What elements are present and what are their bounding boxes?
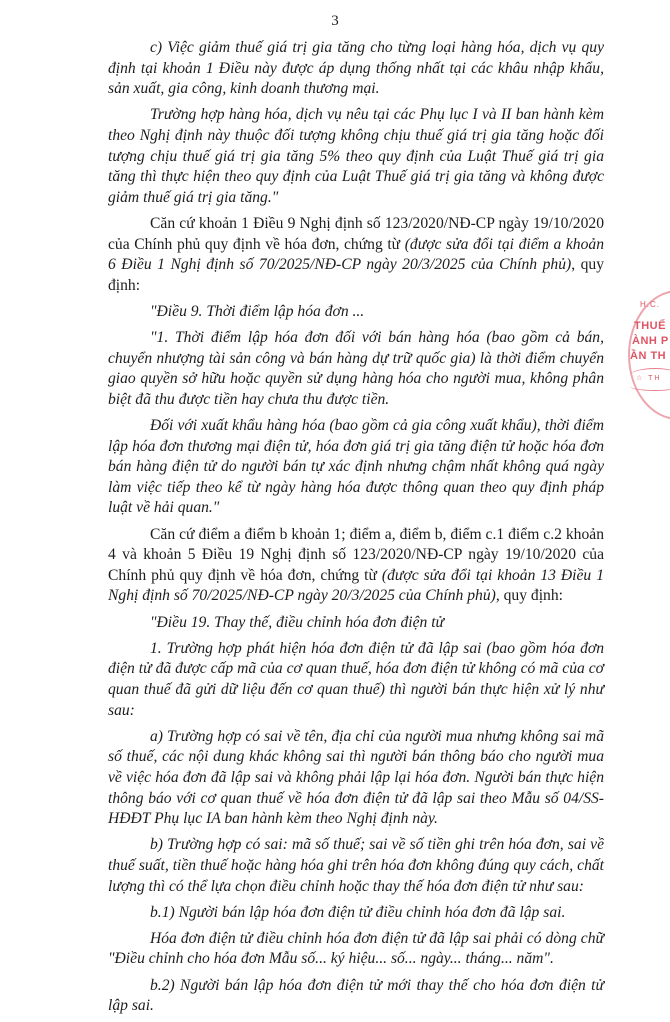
paragraph-text: 1. Trường hợp phát hiện hóa đơn điện tử đã lập sai (bao gồm hóa đơn điện tử đã được cấp mã của cơ quan thuế, hóa đơn điện tử không có mã của cơ quan thuế đã gửi dữ liệu đến cơ quan thuế) thì người bán thực hiện xử lý như sau: — [108, 639, 604, 719]
paragraph-text: a) Trường hợp có sai về tên, địa chỉ của người mua nhưng không sai mã số thuế, các nội dung khác không sai thì người bán thông báo cho người mua về việc hóa đơn đã lập sai và không phải lập lại hóa đơn. Người bán thực hiện thông báo với cơ quan thuế về hóa đơn điện tử đã lập sai theo Mẫu số 04/SS-HĐĐT Phụ lục IA ban hành kèm theo Nghị định này. — [108, 727, 604, 828]
stamp-top-text: H.C. — [640, 300, 660, 309]
paragraph-text: "Điều 9. Thời điểm lập hóa đơn ... — [150, 302, 365, 320]
paragraph-text: b) Trường hợp có sai: mã số thuế; sai về số tiền ghi trên hóa đơn, sai về thuế suất, tiền thuế hoặc hàng hóa ghi trên hóa đơn không đúng quy cách, chất lượng thì có thể lựa chọn điều chỉnh hoặc thay thế hóa đơn điện tử như sau: — [108, 836, 604, 895]
paragraph — [108, 38, 604, 100]
paragraph-text: , quy định: — [108, 256, 604, 294]
stamp-line-1: THUẾ — [634, 320, 666, 332]
paragraph-text: , quy định: — [495, 587, 563, 605]
paragraph-text: "1. Thời điểm lập hóa đơn đối với bán hàng hóa (bao gồm cả bán, chuyển nhượng tài sản công và bán hàng dự trữ quốc gia) là thời điểm chuyển giao quyền sở hữu hoặc quyền sử dụng hàng hóa cho người mua, không phân biệt đã thu được tiền hay chưa thu được tiền. — [108, 329, 604, 408]
stamp-line-2: ÀNH P — [632, 335, 669, 347]
paragraph-text: Hóa đơn điện tử điều chỉnh hóa đơn điện tử đã lập sai phải có dòng chữ "Điều chỉnh cho hóa đơn Mẫu số... ký hiệu... số... ngày... tháng... năm". — [108, 929, 604, 968]
paragraph — [108, 328, 604, 410]
paragraph — [108, 976, 604, 1017]
paragraph-text: b.2) Người bán lập hóa đơn điện tử mới thay thế cho hóa đơn điện tử lập sai. — [108, 976, 604, 1015]
paragraph — [108, 613, 604, 634]
paragraph — [108, 214, 604, 296]
paragraph — [108, 525, 604, 607]
paragraph — [108, 416, 604, 519]
document-body — [108, 38, 604, 1022]
paragraph — [108, 903, 604, 924]
stamp-bottom-text: ☆ TH — [636, 375, 662, 382]
paragraph-text-italic: (được sửa đổi tại khoản 13 Điều 1 Nghị định số 70/2025/NĐ-CP ngày 20/3/2025 của Chính phủ) — [108, 566, 604, 605]
paragraph — [108, 835, 604, 897]
paragraph-text: b.1) Người bán lập hóa đơn điện tử điều chỉnh hóa đơn đã lập sai. — [150, 903, 566, 921]
paragraph — [108, 929, 604, 970]
paragraph — [108, 639, 604, 721]
paragraph-text: Căn cứ khoản 1 Điều 9 Nghị định số 123/2020/NĐ-CP ngày 19/10/2020 của Chính phủ quy định về hóa đơn, chứng từ — [108, 214, 604, 253]
official-stamp — [628, 290, 670, 420]
paragraph-text: Đối với xuất khẩu hàng hóa (bao gồm cả gia công xuất khẩu), thời điểm lập hóa đơn thương mại điện tử, hóa đơn giá trị gia tăng điện tử hoặc hóa đơn bán hàng điện tử do người bán tự xác định nhưng chậm nhất không quá ngày làm việc tiếp theo kể từ ngày hàng hóa được thông quan theo quy định pháp luật về hải quan." — [108, 417, 604, 517]
paragraph — [108, 727, 604, 830]
paragraph-text: Trường hợp hàng hóa, dịch vụ nêu tại các Phụ lục I và II ban hành kèm theo Nghị định này thuộc đối tượng không chịu thuế giá trị gia tăng hoặc đối tượng chịu thuế giá trị gia tăng 5% theo quy định của Luật Thuế giá trị gia tăng thì thực hiện theo quy định của Luật Thuế giá trị gia tăng và không được giảm thuế giá trị gia tăng." — [108, 106, 604, 206]
page-number: 3 — [331, 13, 339, 29]
paragraph-text-italic: (được sửa đổi tại điểm a khoản 6 Điều 1 Nghị định số 70/2025/NĐ-CP ngày 20/3/2025 của Chính phủ) — [108, 235, 604, 274]
paragraph — [108, 105, 604, 208]
paragraph — [108, 302, 604, 323]
paragraph-text: Căn cứ điểm a điểm b khoản 1; điểm a, điểm b, điểm c.1 điểm c.2 khoản 4 và khoản 5 Điều 19 Nghị định số 123/2020/NĐ-CP ngày 19/10/2020 của Chính phủ quy định về hóa đơn, chứng từ — [108, 525, 604, 584]
paragraph-text: "Điều 19. Thay thế, điều chỉnh hóa đơn điện tử — [150, 613, 445, 631]
stamp-line-3: ẦN TH — [630, 350, 667, 362]
paragraph-text: c) Việc giảm thuế giá trị gia tăng cho từng loại hàng hóa, dịch vụ quy định tại khoản 1 Điều này được áp dụng thống nhất tại các khâu nhập khẩu, sản xuất, gia công, kinh doanh thương mại. — [108, 39, 604, 98]
